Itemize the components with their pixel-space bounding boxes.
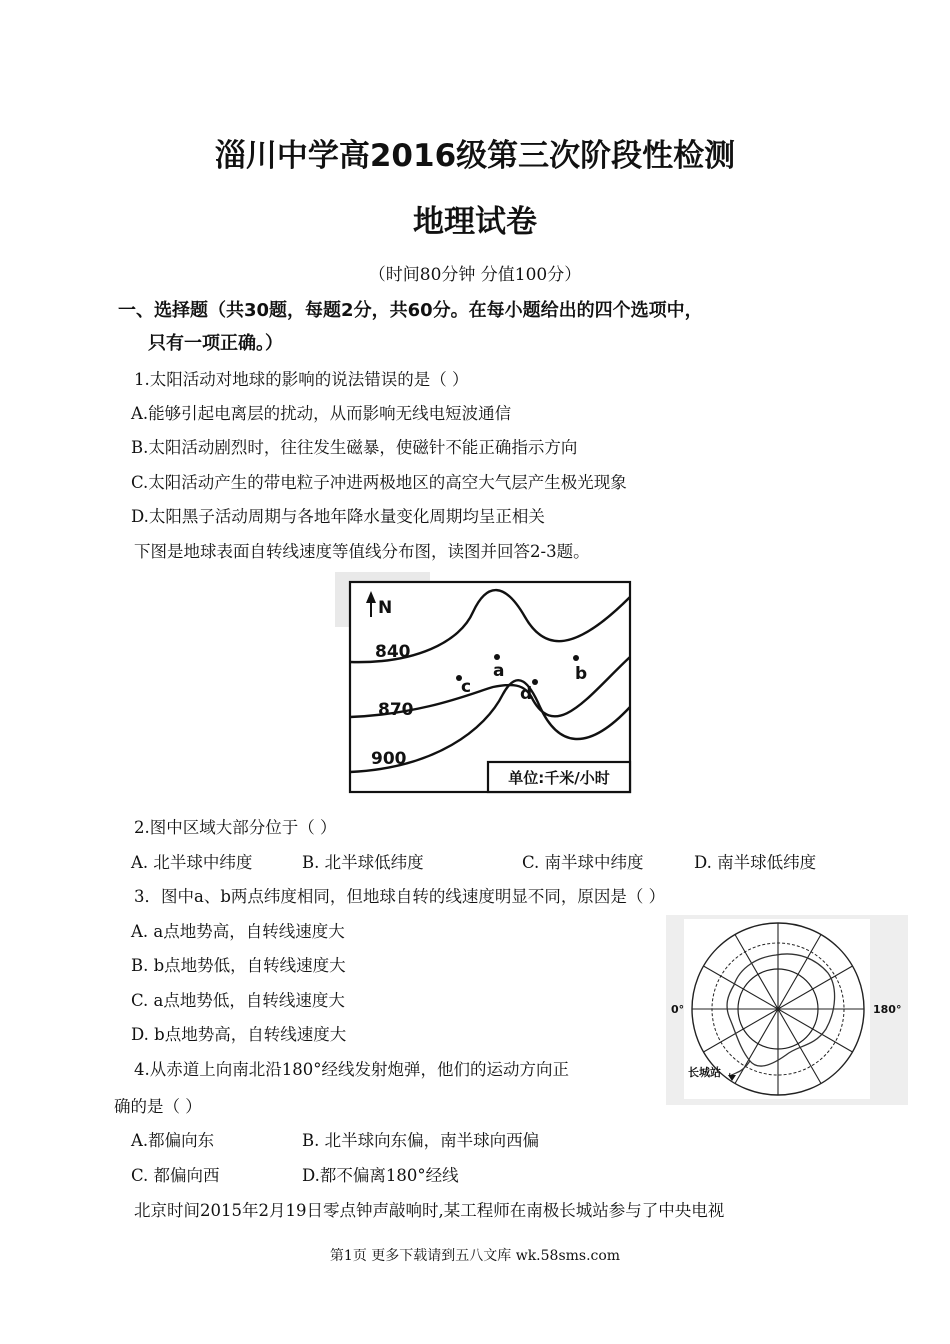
unit-label: 单位:千米/小时 xyxy=(508,769,610,787)
q2-option-c: C. 南半球中纬度 xyxy=(522,853,644,872)
point-b-label: b xyxy=(575,664,588,684)
point-a-label: a xyxy=(493,661,505,681)
polar-map xyxy=(666,915,908,1105)
q1-stem: 1.太阳活动对地球的影响的说法错误的是（ ） xyxy=(134,370,469,389)
section-heading-2: 只有一项正确。） xyxy=(148,333,283,354)
point-d-dot xyxy=(532,679,538,685)
right-longitude-label: 180° xyxy=(873,1003,902,1016)
north-label: N xyxy=(378,598,393,618)
q1-option-a: A.能够引起电离层的扰动，从而影响无线电短波通信 xyxy=(131,404,512,423)
passage-text: 北京时间2015年2月19日零点钟声敲响时,某工程师在南极长城站参与了中央电视 xyxy=(134,1201,725,1220)
point-a-dot xyxy=(494,654,500,660)
page-footer: 第1页 更多下载请到五八文库 wk.58sms.com xyxy=(329,1248,621,1264)
station-label: 长城站 xyxy=(688,1066,721,1079)
q4-stem-line2: 确的是（ ） xyxy=(114,1097,202,1116)
contour-map xyxy=(335,572,635,800)
q3-option-a: A. a点地势高，自转线速度大 xyxy=(131,922,345,941)
q1-option-c: C.太阳活动产生的带电粒子冲进两极地区的高空大气层产生极光现象 xyxy=(131,473,627,492)
q3-option-b: B. b点地势低，自转线速度大 xyxy=(131,956,346,975)
page-subtitle: 地理试卷 xyxy=(413,204,537,240)
q2-stem: 2.图中区域大部分位于（ ） xyxy=(134,818,337,837)
q4-option-d: D.都不偏离180°经线 xyxy=(302,1166,459,1185)
page-title: 淄川中学高2016级第三次阶段性检测 xyxy=(214,138,736,174)
q2-option-d: D. 南半球低纬度 xyxy=(694,853,817,872)
contour-label-840: 840 xyxy=(375,642,411,662)
q4-option-c: C. 都偏向西 xyxy=(131,1166,220,1185)
left-longitude-label: 0° xyxy=(671,1003,685,1016)
q3-option-c: C. a点地势低，自转线速度大 xyxy=(131,991,345,1010)
section-heading-1: 一、选择题（共30题，每题2分，共60分。在每小题给出的四个选项中， xyxy=(118,300,703,321)
q4-option-b: B. 北半球向东偏，南半球向西偏 xyxy=(302,1131,540,1150)
q4-stem-line1: 4.从赤道上向南北沿180°经线发射炮弹，他们的运动方向正 xyxy=(134,1060,569,1079)
q1-option-b: B.太阳活动剧烈时，往往发生磁暴，使磁针不能正确指示方向 xyxy=(131,438,578,457)
point-b-dot xyxy=(573,655,579,661)
point-c-label: c xyxy=(461,677,472,697)
time-info: （时间80分钟 分值100分） xyxy=(368,265,582,285)
figure1-intro: 下图是地球表面自转线速度等值线分布图，读图并回答2-3题。 xyxy=(134,542,590,561)
q3-stem: 3．图中a、b两点纬度相同，但地球自转的线速度明显不同，原因是（ ） xyxy=(134,887,666,906)
q2-option-b: B. 北半球低纬度 xyxy=(302,853,424,872)
contour-label-870: 870 xyxy=(378,700,414,720)
contour-label-900: 900 xyxy=(371,749,407,769)
q2-option-a: A. 北半球中纬度 xyxy=(131,853,253,872)
point-d-label: d xyxy=(520,684,533,704)
q4-option-a: A.都偏向东 xyxy=(131,1131,215,1150)
q1-option-d: D.太阳黑子活动周期与各地年降水量变化周期均呈正相关 xyxy=(131,507,545,526)
q3-option-d: D. b点地势高，自转线速度大 xyxy=(131,1025,347,1044)
